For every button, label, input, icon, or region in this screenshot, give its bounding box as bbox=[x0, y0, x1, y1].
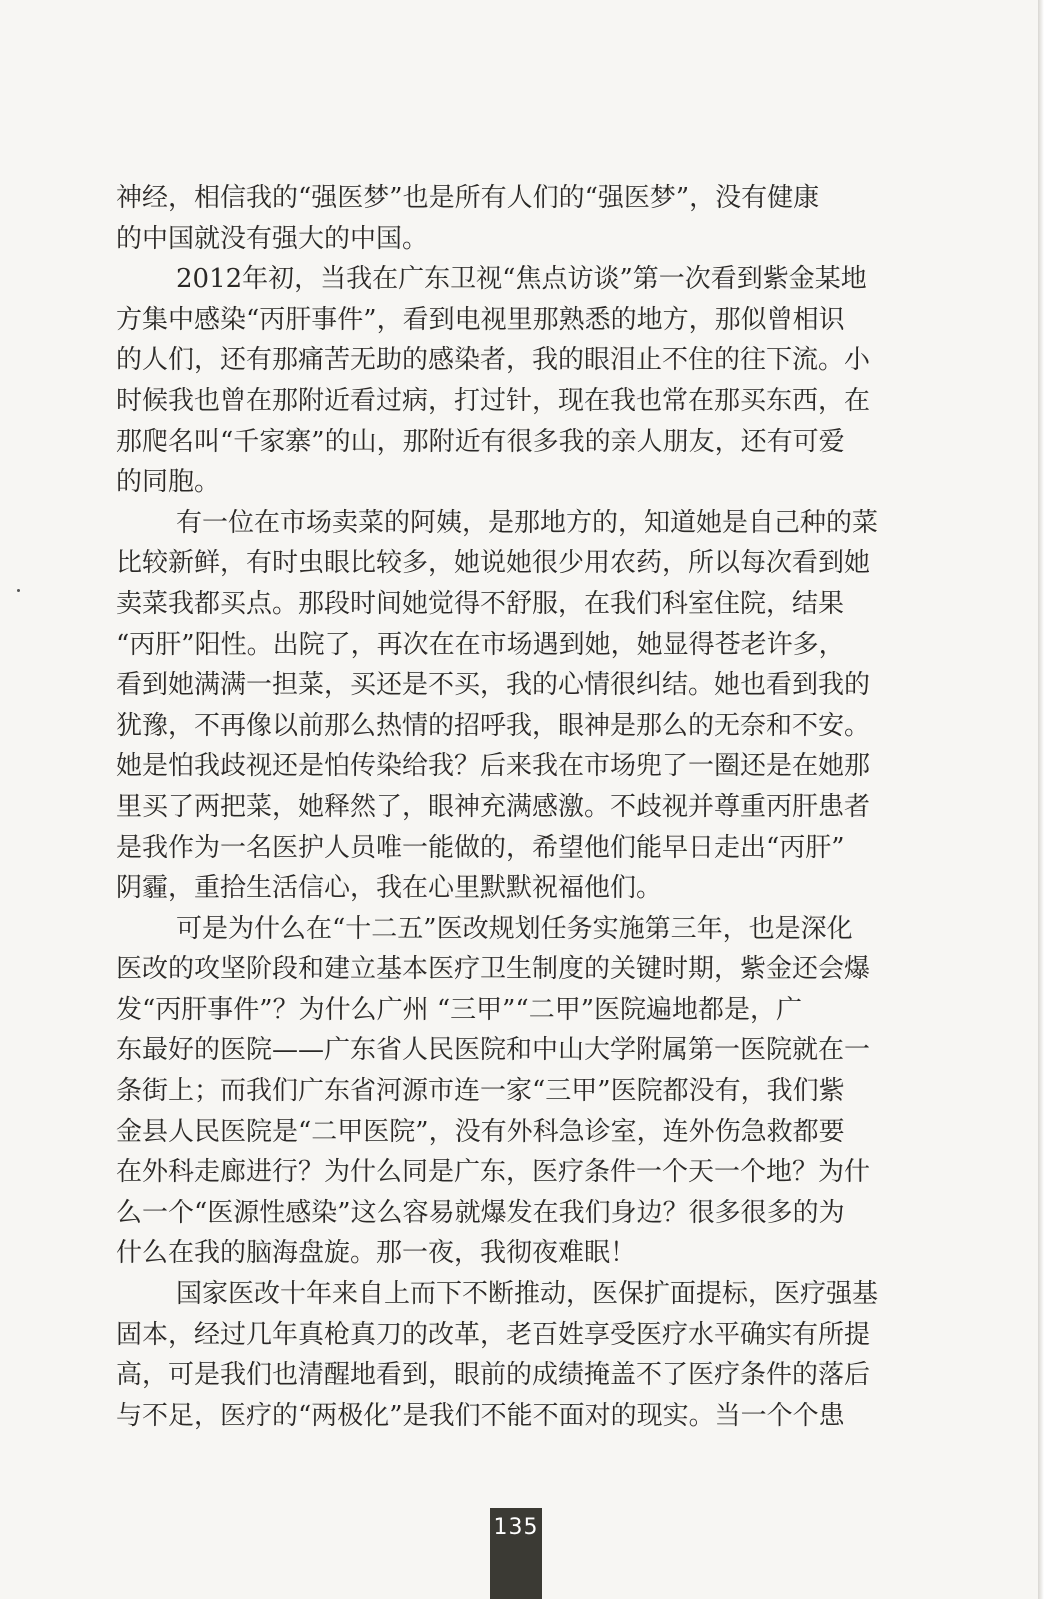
text-line: 是我作为一名医护人员唯一能做的，希望他们能早日走出“丙肝” bbox=[116, 832, 845, 863]
text-line: 时候我也曾在那附近看过病，打过针，现在我也常在那买东西，在 bbox=[116, 385, 871, 416]
text-line: 的人们，还有那痛苦无助的感染者，我的眼泪止不住的往下流。小 bbox=[116, 345, 871, 376]
paragraph-start-line: 有一位在市场卖菜的阿姨，是那地方的，知道她是自己种的菜 bbox=[176, 507, 879, 538]
text-line: 与不足，医疗的“两极化”是我们不能不面对的现实。当一个个患 bbox=[116, 1400, 845, 1431]
text-line: 发“丙肝事件”？为什么广州 “三甲”“二甲”医院遍地都是，广 bbox=[116, 994, 803, 1025]
text-line: 犹豫，不再像以前那么热情的招呼我，眼神是那么的无奈和不安。 bbox=[116, 710, 871, 741]
text-line: 卖菜我都买点。那段时间她觉得不舒服，在我们科室住院，结果 bbox=[116, 588, 845, 619]
text-line: 高，可是我们也清醒地看到，眼前的成绩掩盖不了医疗条件的落后 bbox=[116, 1360, 871, 1391]
text-line: 东最好的医院——广东省人民医院和中山大学附属第一医院就在一 bbox=[116, 1035, 871, 1066]
page-edge-shadow bbox=[1038, 0, 1061, 1599]
text-line: 的同胞。 bbox=[116, 467, 221, 498]
text-line: 医改的攻坚阶段和建立基本医疗卫生制度的关键时期，紫金还会爆 bbox=[116, 954, 871, 985]
body-text bbox=[116, 178, 916, 1436]
text-line: 看到她满满一担菜，买还是不买，我的心情很纠结。她也看到我的 bbox=[116, 670, 871, 701]
text-line: 神经，相信我的“强医梦”也是所有人们的“强医梦”，没有健康 bbox=[116, 183, 820, 213]
text-line: 固本，经过几年真枪真刀的改革，老百姓享受医疗水平确实有所提 bbox=[116, 1319, 871, 1350]
paragraph-start-line: 2012年初，当我在广东卫视“焦点访谈”第一次看到紫金某地 bbox=[176, 264, 867, 295]
paragraph-start-line: 国家医改十年来自上而下不断推动，医保扩面提标，医疗强基 bbox=[176, 1279, 879, 1310]
text-line: 的中国就没有强大的中国。 bbox=[116, 223, 429, 254]
scan-speck bbox=[17, 589, 20, 592]
text-line: 那爬名叫“千家寨”的山，那附近有很多我的亲人朋友，还有可爱 bbox=[116, 426, 845, 457]
text-line: 里买了两把菜，她释然了，眼神充满感激。不歧视并尊重丙肝患者 bbox=[116, 791, 871, 822]
text-line: “丙肝”阳性。出院了，再次在在市场遇到她，她显得苍老许多， bbox=[116, 629, 845, 660]
page-number: 135 bbox=[490, 1508, 542, 1599]
text-line: 方集中感染“丙肝事件”，看到电视里那熟悉的地方，那似曾相识 bbox=[116, 304, 845, 335]
text-line: 比较新鲜，有时虫眼比较多，她说她很少用农药，所以每次看到她 bbox=[116, 548, 871, 579]
paragraph-start-line: 可是为什么在“十二五”医改规划任务实施第三年，也是深化 bbox=[176, 913, 853, 944]
text-line: 条街上；而我们广东省河源市连一家“三甲”医院都没有，我们紫 bbox=[116, 1076, 845, 1107]
text-line: 在外科走廊进行？为什么同是广东，医疗条件一个天一个地？为什 bbox=[116, 1157, 871, 1188]
text-line: 阴霾，重拾生活信心，我在心里默默祝福他们。 bbox=[116, 873, 663, 904]
text-line: 她是怕我歧视还是怕传染给我？后来我在市场兜了一圈还是在她那 bbox=[116, 751, 871, 782]
text-line: 么一个“医源性感染”这么容易就爆发在我们身边？很多很多的为 bbox=[116, 1197, 845, 1228]
text-line: 什么在我的脑海盘旋。那一夜，我彻夜难眠！ bbox=[116, 1238, 637, 1269]
text-line: 金县人民医院是“二甲医院”，没有外科急诊室，连外伤急救都要 bbox=[116, 1116, 845, 1147]
